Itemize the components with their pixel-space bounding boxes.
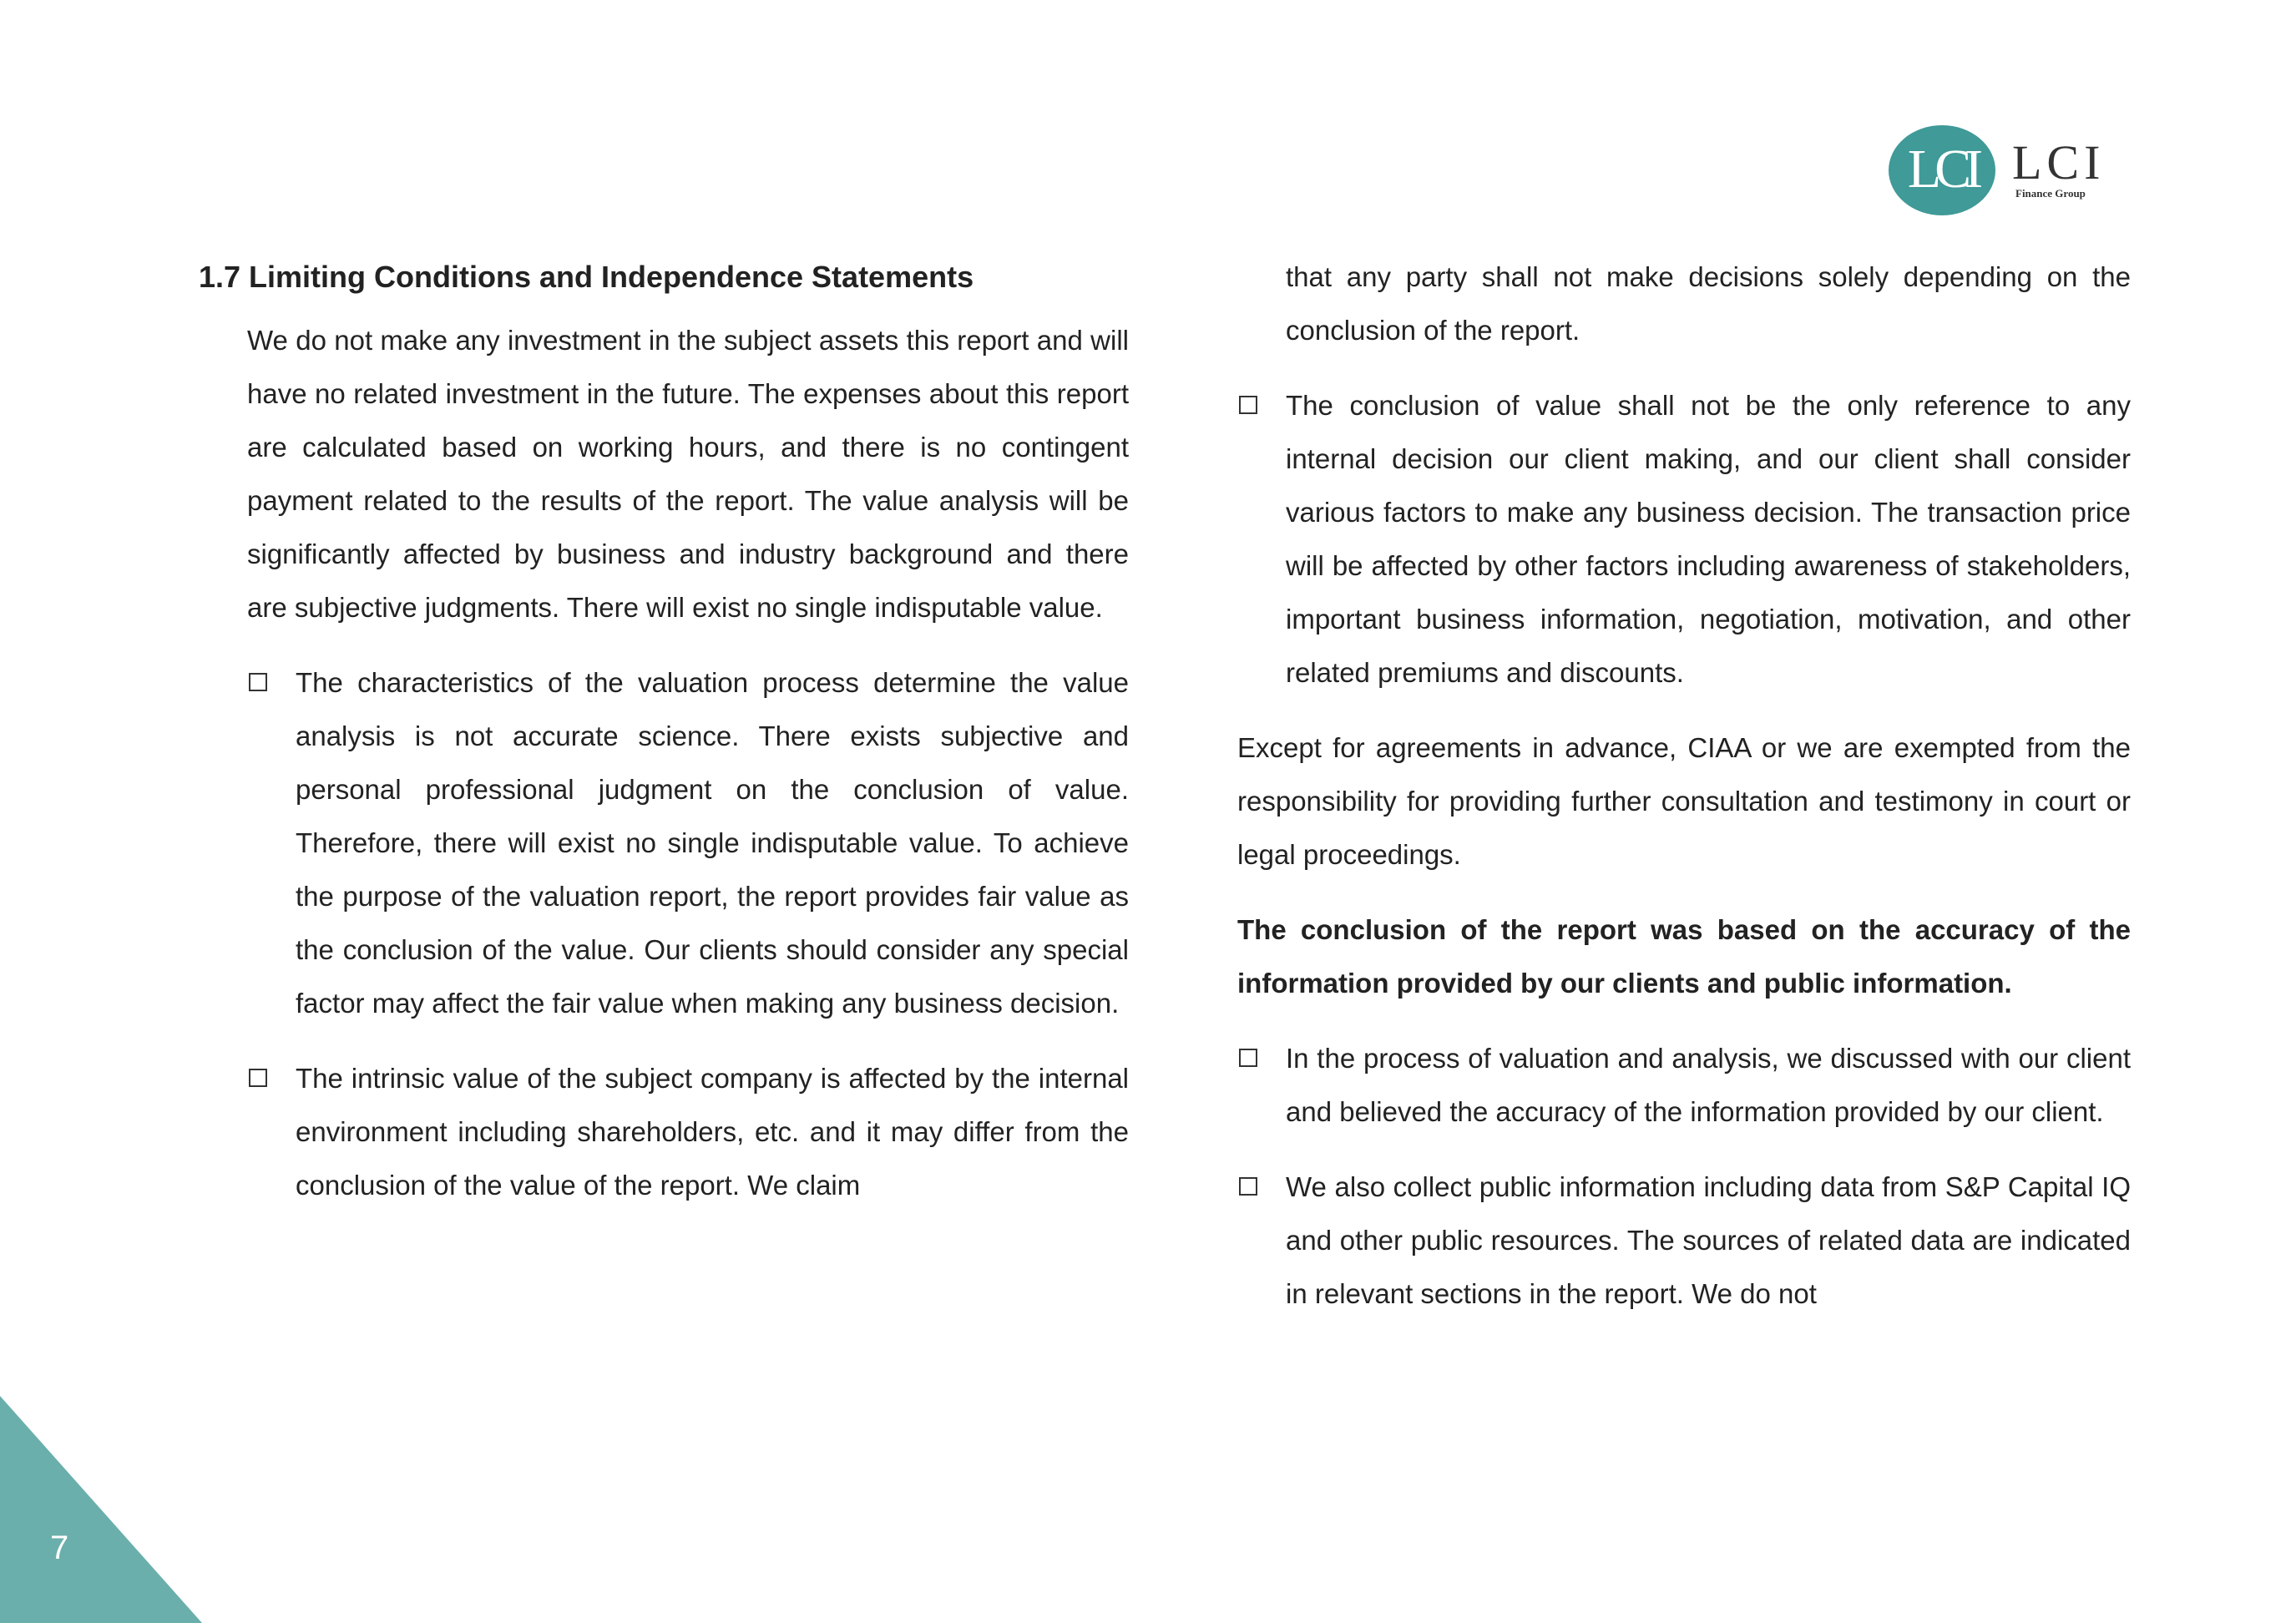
checkbox-bullet-icon <box>1239 396 1257 414</box>
intro-paragraph: We do not make any investment in the subject assets this report and will have no related investment in the future. The expenses about this report are calculated based on working hours, and there is no contingent payment related to the results of the report. The value analysis will be significantly affected by business and industry background and there are subjective judgments. There will exist no single indisputable value. <box>247 325 1129 623</box>
checkbox-bullet-icon <box>249 673 267 691</box>
bullet-item <box>1237 1160 2131 1321</box>
bullet-item <box>1237 1032 2131 1139</box>
checkbox-bullet-icon <box>1239 1177 1257 1196</box>
logo-monogram: LCI <box>1907 139 1977 200</box>
bullet-text: In the process of valuation and analysis, we discussed with our client and believed the accuracy of the information provided by our client. <box>1286 1043 2131 1127</box>
bullet-item <box>1237 379 2131 700</box>
accuracy-statement: The conclusion of the report was based on the accuracy of the information provided by our clients and public information. <box>1237 914 2131 999</box>
company-logo <box>1889 122 2122 222</box>
bullet-item <box>247 1052 1129 1212</box>
checkbox-bullet-icon <box>1239 1049 1257 1067</box>
bullet-item <box>247 656 1129 1030</box>
bullet-text: The characteristics of the valuation process determine the value analysis is not accurate science. There exists subjective and personal professional judgment on the conclusion of value. Therefore, there will exist no single indisputable value. To achieve the purpose of the valuation report, the report provides fair value as the conclusion of the value. Our clients should consider any special factor may affect the fair value when making any business decision. <box>296 667 1129 1019</box>
bullet-text: The conclusion of value shall not be the only reference to any internal decision our client making, and our client shall consider various factors to make any business decision. The transaction price will be affected by other factors including awareness of stakeholders, important business information, negotiation, motivation, and other related premiums and discounts. <box>1286 390 2131 688</box>
left-bullet-list <box>199 656 1129 1212</box>
exemption-paragraph: Except for agreements in advance, CIAA or we are exempted from the responsibility for providing further consultation and testimony in court or legal proceedings. <box>1237 732 2131 870</box>
continuation-text: that any party shall not make decisions solely depending on the conclusion of the report. <box>1286 261 2131 346</box>
corner-accent-triangle <box>0 1396 202 1623</box>
bullet-text: We also collect public information including data from S&P Capital IQ and other public resources. The sources of related data are indicated in relevant sections in the report. We do not <box>1286 1171 2131 1309</box>
page-number: 7 <box>50 1529 69 1566</box>
section-heading: 1.7 Limiting Conditions and Independence Statements <box>199 260 974 294</box>
right-column <box>1237 250 2131 1342</box>
logo-name: LCI <box>2012 135 2106 190</box>
bullet-text: The intrinsic value of the subject company is affected by the internal environment including shareholders, etc. and it may differ from the conclusion of the value of the report. We claim <box>296 1063 1129 1201</box>
logo-subtitle: Finance Group <box>2015 187 2086 200</box>
left-column <box>199 250 1129 1234</box>
checkbox-bullet-icon <box>249 1069 267 1087</box>
